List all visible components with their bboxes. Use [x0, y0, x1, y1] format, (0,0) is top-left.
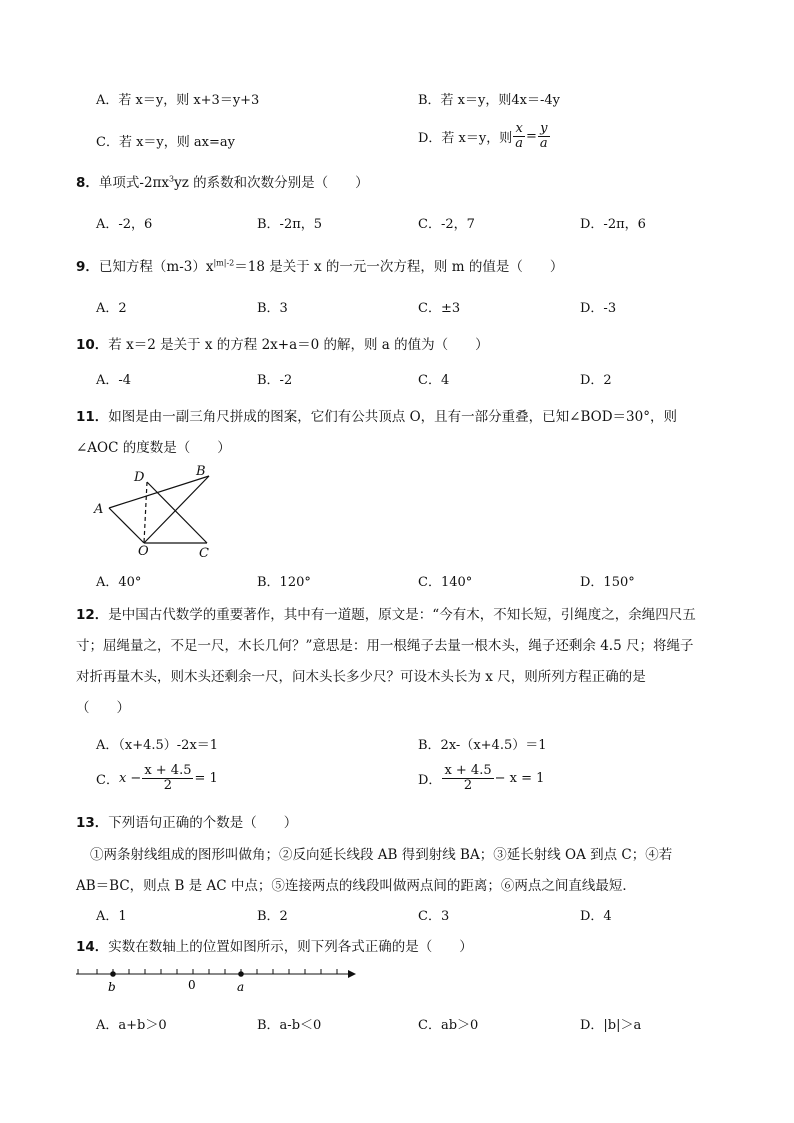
q14-option-c: C．ab＞0: [418, 1018, 479, 1033]
q11-triangle-figure: [90, 462, 220, 562]
numerator: x: [515, 121, 523, 136]
denominator: a: [539, 135, 548, 151]
q13-stem: [76, 811, 297, 831]
numerator: x + 4.5: [444, 763, 492, 778]
q13-statements-line1: ①两条射线组成的图形叫做角；②反向延长线段 AB 得到射线 BA；③延长射线 OA 到点 C；④若: [90, 847, 673, 863]
q14-number-line: [70, 960, 370, 1000]
q12-stem-line2: 寸；屈绳量之，不足一尺，木长几何？”意思是：用一根绳子去量一根木头，绳子还剩余 4.5 尺；将绳子: [76, 638, 694, 654]
question-number: 12．: [76, 607, 109, 623]
question-number: 8．: [76, 175, 99, 191]
q11-stem-line1: [76, 405, 677, 425]
q12-option-d-prefix: D．: [418, 772, 442, 788]
q12-option-c-x: x −: [118, 770, 142, 786]
q7-option-d-prefix: D．若 x＝y，则: [418, 130, 513, 146]
q14-text: 实数在数轴上的位置如图所示，则下列各式正确的是（ ）: [108, 939, 473, 955]
q11-option-a: A．40°: [96, 575, 142, 590]
q12-option-c: [96, 764, 218, 792]
question-number: 14．: [76, 939, 109, 955]
segment-DC: [147, 482, 207, 543]
label-O: O: [138, 544, 149, 559]
question-number: 10．: [76, 337, 109, 353]
segment-AO: [109, 508, 144, 543]
q12-option-a: A．（x+4.5）-2x＝1: [96, 738, 219, 753]
q7-fraction-x-over-a: [514, 122, 524, 150]
q10-option-d: D．2: [580, 373, 612, 388]
q10-stem: [76, 333, 489, 353]
q12-option-c-fraction: [143, 764, 192, 792]
denominator: 2: [163, 777, 173, 793]
q13-option-c: C．3: [418, 909, 450, 924]
q9-option-b: B．3: [257, 301, 288, 316]
q13-option-a: A．1: [96, 909, 127, 924]
q12-option-d-fraction: [443, 764, 492, 792]
q10-option-c: C．4: [418, 373, 450, 388]
q12-stem-line4: （ ）: [76, 700, 130, 716]
label-a: a: [237, 980, 245, 994]
q10-option-a: A．-4: [96, 373, 132, 388]
question-number: 13．: [76, 815, 109, 831]
q14-stem: [76, 935, 473, 955]
denominator: a: [515, 135, 523, 151]
q9-option-a: A．2: [96, 301, 127, 316]
label-b: b: [108, 980, 116, 994]
label-B: B: [196, 464, 206, 479]
q7-option-b: B．若 x＝y，则4x＝-4y: [418, 93, 560, 108]
q9-text-a: 已知方程（m-3）x: [98, 259, 214, 275]
q12-line1: 是中国古代数学的重要著作，其中有一道题，原文是：“今有木，不知长短，引绳度之，余绳四尺五: [108, 607, 696, 623]
q9-option-c: C．±3: [418, 301, 461, 316]
equals-sign: =: [526, 128, 537, 144]
question-number: 9．: [76, 259, 99, 275]
q13-option-d: D．4: [580, 909, 612, 924]
q12-option-b: B．2x-（x+4.5）＝1: [418, 738, 547, 753]
q8-exponent: 3: [169, 174, 175, 184]
label-zero: 0: [188, 978, 196, 992]
q10-text: 若 x＝2 是关于 x 的方程 2x+a＝0 的解，则 a 的值为（ ）: [108, 337, 489, 353]
q8-option-d: D．-2π，6: [580, 217, 646, 232]
q9-stem: [76, 255, 563, 275]
q12-option-d-tail: − x = 1: [494, 770, 545, 786]
numerator: x + 4.5: [144, 763, 192, 778]
q12-option-c-tail: = 1: [194, 770, 218, 786]
q7-option-d: [418, 122, 551, 150]
q12-option-c-prefix: C．: [96, 772, 119, 788]
q11-line1: 如图是由一副三角尺拼成的图案，它们有公共顶点 O，且有一部分重叠，已知∠BOD＝30°，则: [108, 409, 677, 425]
q13-statements-line2: AB＝BC，则点 B 是 AC 中点；⑤连接两点的线段叫做两点间的距离；⑥两点之间直线最短．: [76, 878, 636, 894]
q12-option-d: [418, 764, 544, 792]
denominator: 2: [463, 777, 473, 793]
point-a: [238, 971, 244, 977]
q10-option-b: B．-2: [257, 373, 293, 388]
q13-text: 下列语句正确的个数是（ ）: [108, 815, 298, 831]
q9-text-b: ＝18 是关于 x 的一元一次方程，则 m 的值是（ ）: [234, 259, 564, 275]
q12-stem-line1: [76, 603, 696, 623]
q9-exponent: |m|-2: [213, 258, 235, 268]
q11-option-d: D．150°: [580, 575, 635, 590]
q11-option-b: B．120°: [257, 575, 311, 590]
arrow-right-icon: [348, 970, 356, 978]
label-A: A: [94, 502, 104, 517]
q13-option-b: B．2: [257, 909, 288, 924]
q8-stem: [76, 171, 369, 191]
q14-option-d: D．|b|＞a: [580, 1018, 642, 1033]
q8-option-c: C．-2，7: [418, 217, 475, 232]
segment-DO-dashed: [144, 482, 147, 543]
label-C: C: [199, 546, 209, 561]
q7-fraction-y-over-a: [539, 122, 549, 150]
q12-stem-line3: 对折再量木头，则木头还剩余一尺，问木头长多少尺？可设木头长为 x 尺，则所列方程正确的是: [76, 669, 646, 685]
point-b: [110, 971, 116, 977]
q8-option-b: B．-2π，5: [257, 217, 323, 232]
numerator: y: [540, 121, 548, 136]
q7-option-c: C．若 x＝y，则 ax=ay: [96, 135, 235, 150]
q11-option-c: C．140°: [418, 575, 473, 590]
q8-text-b: yz 的系数和次数分别是（ ）: [174, 175, 369, 191]
q8-option-a: A．-2，6: [96, 217, 153, 232]
q14-option-b: B．a-b＜0: [257, 1018, 322, 1033]
q11-stem-line2: ∠AOC 的度数是（ ）: [76, 440, 231, 456]
q7-option-a: A．若 x＝y，则 x+3＝y+3: [96, 93, 260, 108]
label-D: D: [134, 470, 145, 485]
question-number: 11．: [76, 409, 109, 425]
q8-text-a: 单项式-2πx: [98, 175, 170, 191]
q14-option-a: A．a+b＞0: [96, 1018, 167, 1033]
q9-option-d: D．-3: [580, 301, 617, 316]
